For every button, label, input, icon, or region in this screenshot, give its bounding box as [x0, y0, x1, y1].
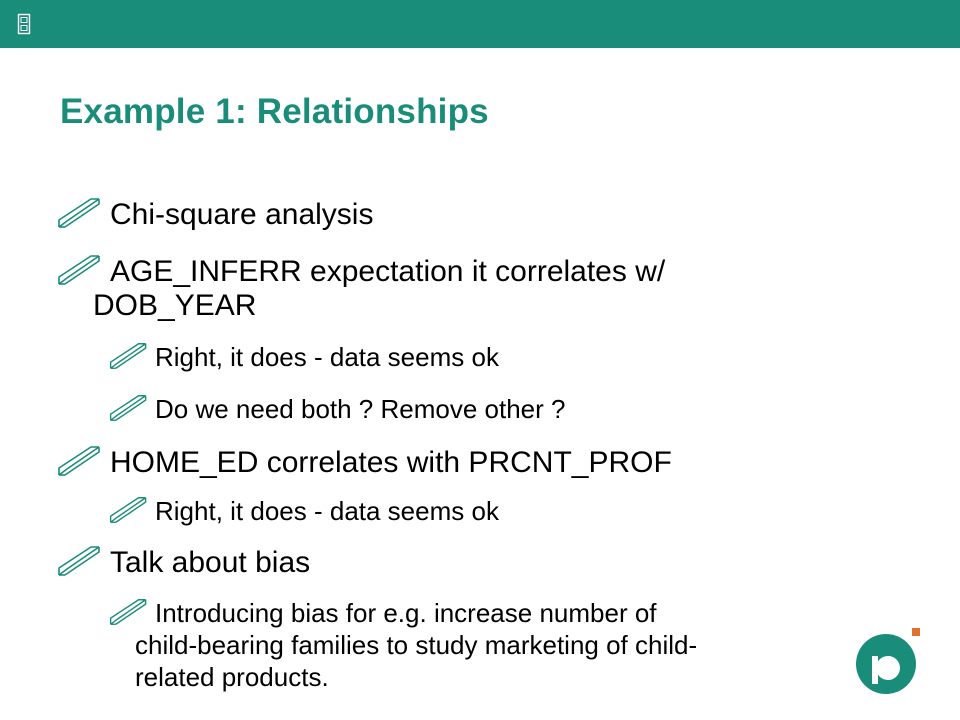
pencil-bullet-icon	[108, 393, 150, 423]
bullet-item	[110, 198, 373, 231]
bullet-text: Introducing bias for e.g. increase number of	[155, 598, 657, 628]
sub-bullet-item	[155, 598, 657, 628]
bullet-text: Do we need both ? Remove other ?	[155, 394, 566, 424]
bullet-text-continuation	[93, 289, 256, 322]
bullet-text: HOME_ED correlates with PRCNT_PROF	[110, 446, 672, 479]
pencil-bullet-icon	[56, 544, 104, 578]
bullet-item	[110, 446, 672, 479]
bullet-item	[110, 546, 310, 579]
bullet-text: related products.	[135, 662, 329, 692]
bullet-text-continuation	[135, 630, 697, 660]
bullet-text-continuation	[135, 662, 329, 692]
bullet-text: Right, it does - data seems ok	[155, 342, 499, 372]
pencil-bullet-icon	[108, 495, 150, 525]
bullet-text: Talk about bias	[110, 546, 311, 579]
pencil-bullet-icon	[56, 253, 104, 287]
sub-bullet-item	[155, 342, 499, 372]
sub-bullet-item	[155, 394, 565, 424]
slide-title: Example 1: Relationships	[60, 92, 489, 131]
pencil-bullet-icon	[108, 341, 150, 371]
bullet-item	[110, 255, 665, 288]
company-logo	[852, 622, 928, 694]
pencil-bullet-icon	[108, 597, 150, 627]
bullet-text: AGE_INFERR expectation it correlates w/	[110, 255, 666, 288]
bullet-text: Right, it does - data seems ok	[155, 496, 499, 526]
bullet-text: Chi-square analysis	[110, 198, 374, 231]
pencil-bullet-icon	[56, 444, 104, 478]
bullet-text: DOB_YEAR	[93, 289, 257, 322]
bullet-text: child-bearing families to study marketing of child-	[135, 630, 698, 660]
sub-bullet-item	[155, 496, 499, 526]
pencil-bullet-icon	[56, 196, 104, 230]
